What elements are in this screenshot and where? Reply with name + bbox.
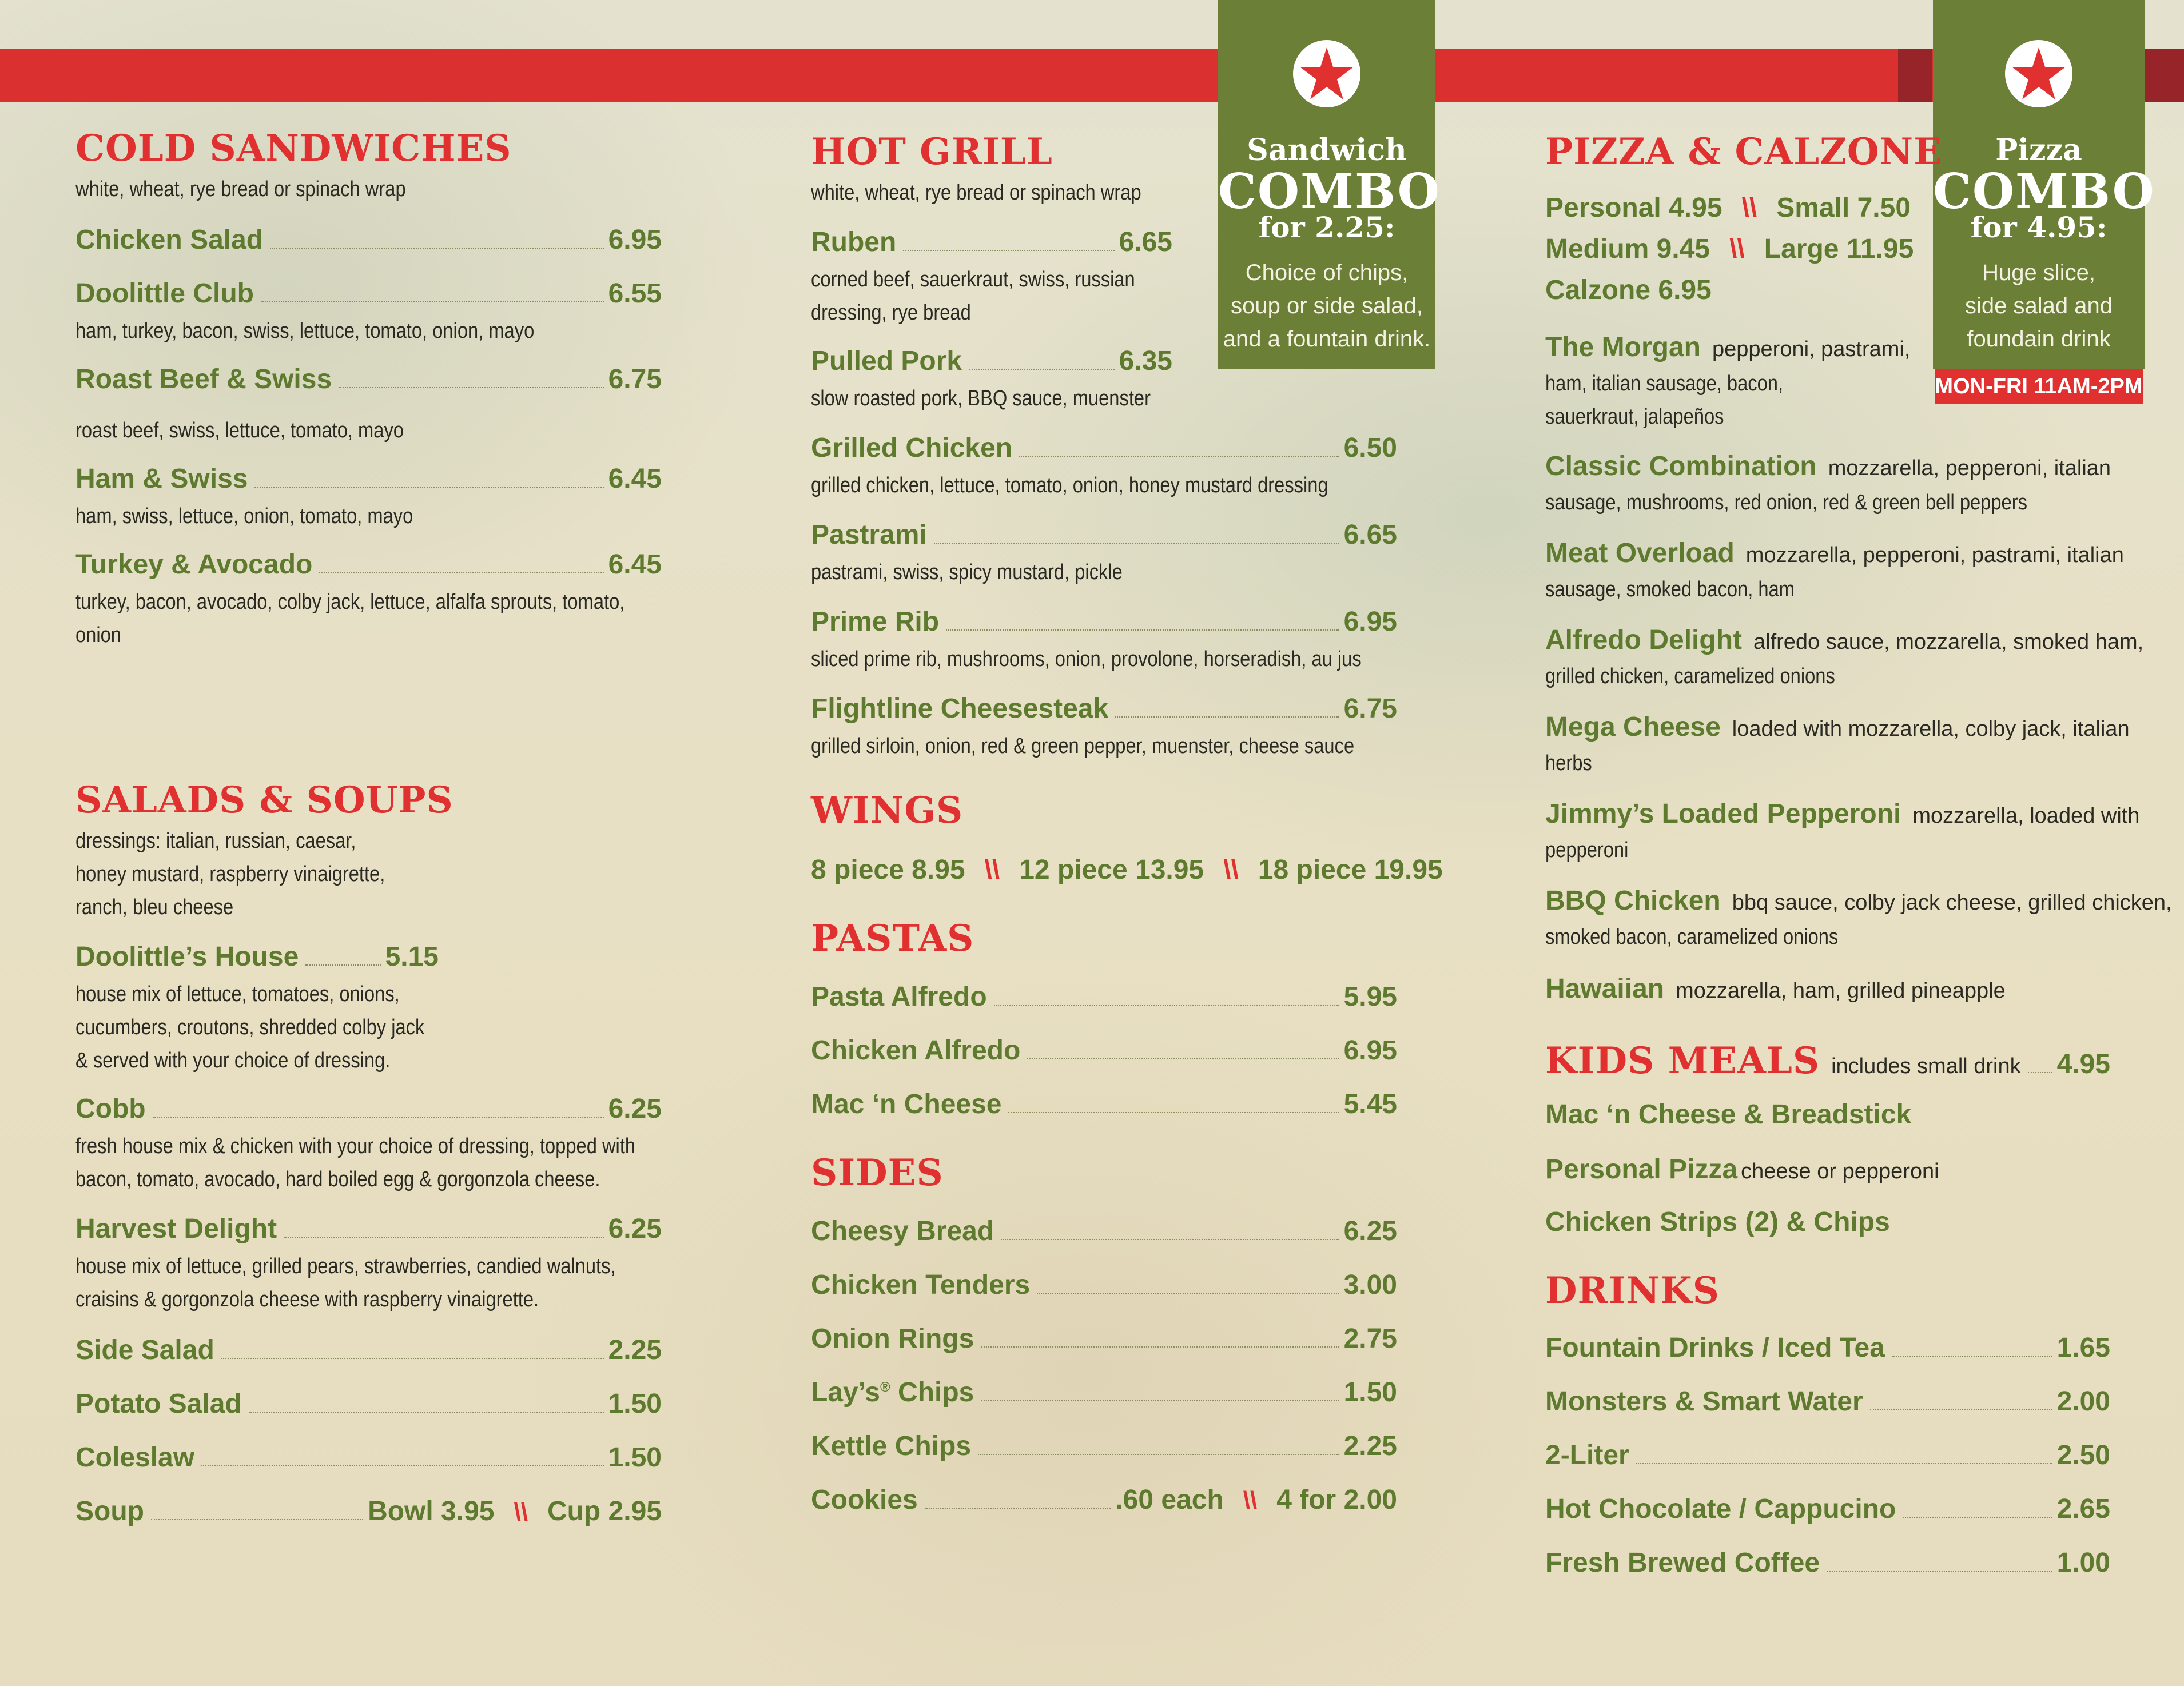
item-name: Potato Salad — [75, 1389, 242, 1419]
menu-item — [1545, 1332, 2110, 1368]
item-price: 1.50 — [1343, 1377, 1397, 1408]
item-desc: bacon, tomato, avocado, hard boiled egg & gorgonzola cheese. — [75, 1167, 600, 1191]
menu-item — [75, 364, 662, 399]
item-name: Flightline Cheesesteak — [811, 693, 1109, 724]
menu-item — [811, 693, 1397, 728]
item-desc: pastrami, swiss, spicy mustard, pickle — [811, 560, 1123, 584]
item-price: 6.95 — [608, 225, 662, 255]
price-separator: \\ — [1223, 855, 1239, 885]
wings-price: 8 piece 8.95 — [811, 855, 965, 885]
item-name: Roast Beef & Swiss — [75, 364, 332, 394]
item-desc: smoked bacon, caramelized onions — [1545, 925, 1839, 949]
menu-item — [811, 519, 1397, 555]
size-price: Large 11.95 — [1764, 234, 1914, 264]
item-name: Cobb — [75, 1094, 146, 1124]
leader-dots — [153, 1117, 604, 1118]
item-name: Jimmy’s Loaded Pepperoni — [1545, 799, 1901, 829]
leader-dots — [1019, 456, 1339, 457]
menu-item — [811, 1269, 1397, 1305]
item-desc: bbq sauce, colby jack cheese, grilled chicken, — [1732, 891, 2172, 915]
item-price: 6.75 — [608, 364, 662, 394]
item-price: 2.50 — [2056, 1440, 2110, 1470]
leader-dots — [221, 1358, 604, 1359]
size-price: Personal 4.95 — [1545, 193, 1722, 223]
item-name: Cookies — [811, 1485, 918, 1515]
menu-item — [75, 224, 662, 260]
item-price: 5.95 — [1343, 982, 1397, 1012]
item-price: 2.25 — [608, 1335, 662, 1365]
star-icon — [1293, 40, 1360, 107]
pizza-item — [1545, 710, 2130, 751]
top-red-band — [0, 49, 2184, 102]
leader-dots — [319, 572, 603, 573]
menu-item — [811, 1377, 1397, 1412]
leader-dots — [981, 1400, 1339, 1401]
section-title-pizza-calzone: PIZZA & CALZONE — [1545, 130, 1942, 173]
wings-price: 12 piece 13.95 — [1019, 855, 1204, 885]
leader-dots — [284, 1237, 603, 1238]
item-name: Ham & Swiss — [75, 464, 248, 494]
item-name: Meat Overload — [1545, 538, 1735, 568]
leader-dots — [151, 1519, 363, 1520]
menu-item — [811, 226, 1172, 262]
section-subtitle: honey mustard, raspberry vinaigrette, — [75, 862, 385, 886]
combo-type: Pizza — [1995, 133, 2082, 168]
menu-item — [811, 1035, 1397, 1070]
leader-dots — [1827, 1571, 2052, 1572]
combo-desc: soup or side salad, — [1231, 293, 1423, 318]
price-separator: \\ — [1741, 193, 1757, 223]
kids-item: Mac ‘n Cheese & Breadstick — [1545, 1099, 1912, 1130]
price-separator: \\ — [514, 1498, 528, 1526]
leader-dots — [1903, 1517, 2052, 1518]
leader-dots — [994, 1005, 1339, 1006]
item-name: The Morgan — [1545, 332, 1701, 362]
item-price: 1.50 — [608, 1442, 662, 1473]
item-desc: ham, swiss, lettuce, onion, tomato, mayo — [75, 504, 413, 528]
leader-dots — [1870, 1409, 2052, 1410]
item-name: 2-Liter — [1545, 1440, 1629, 1470]
item-name: Doolittle Club — [75, 278, 254, 309]
item-desc: & served with your choice of dressing. — [75, 1049, 391, 1073]
kids-item — [1545, 1153, 1939, 1193]
item-name: Chicken Salad — [75, 225, 264, 255]
item-desc: house mix of lettuce, grilled pears, strawberries, candied walnuts, — [75, 1254, 616, 1278]
menu-item — [811, 1484, 1397, 1520]
combo-desc: Choice of chips, — [1245, 260, 1409, 285]
item-desc: ham, turkey, bacon, swiss, lettuce, tomato, onion, mayo — [75, 319, 535, 343]
menu-item — [75, 1093, 662, 1129]
band-accent — [1898, 49, 1932, 102]
menu-item — [811, 1089, 1397, 1124]
item-desc: sausage, mushrooms, red onion, red & green bell peppers — [1545, 491, 2027, 515]
combo-heading: COMBO — [1218, 163, 1441, 220]
item-price: 6.50 — [1343, 433, 1397, 463]
section-title-hot-grill: HOT GRILL — [811, 130, 1053, 173]
leader-dots — [1636, 1463, 2052, 1464]
item-price: 6.75 — [1343, 693, 1397, 724]
hours-badge: MON-FRI 11AM-2PM — [1935, 369, 2143, 404]
item-price: 5.15 — [385, 942, 439, 972]
leader-dots — [1892, 1356, 2052, 1357]
item-desc: roast beef, swiss, lettuce, tomato, mayo — [75, 418, 404, 443]
item-desc: loaded with mozzarella, colby jack, italian — [1732, 717, 2130, 741]
item-name-part: Chips — [890, 1377, 974, 1408]
menu-item — [811, 981, 1397, 1017]
leader-dots — [270, 248, 603, 249]
item-desc: grilled sirloin, onion, red & green pepper, muenster, cheese sauce — [811, 734, 1355, 758]
menu-item — [811, 1323, 1397, 1358]
section-title-pastas: PASTAS — [811, 917, 974, 960]
item-desc: fresh house mix & chicken with your choice of dressing, topped with — [75, 1134, 636, 1158]
item-desc: herbs — [1545, 751, 1592, 775]
menu-item — [75, 463, 662, 499]
price-separator: \\ — [1243, 1486, 1258, 1514]
item-price: 6.95 — [1343, 1035, 1397, 1066]
size-price: Medium 9.45 — [1545, 234, 1710, 264]
pizza-item — [1545, 623, 2143, 664]
item-name: Fountain Drinks / Iced Tea — [1545, 1333, 1885, 1363]
leader-dots — [254, 487, 603, 488]
kids-note: includes small drink — [1831, 1054, 2021, 1078]
item-desc: mozzarella, loaded with — [1912, 804, 2140, 828]
item-desc: mozzarella, ham, grilled pineapple — [1676, 979, 2006, 1003]
section-title-salads-soups: SALADS & SOUPS — [75, 779, 453, 822]
section-title-kids-meals: KIDS MEALS — [1545, 1039, 1820, 1082]
item-name: Ruben — [811, 227, 897, 257]
item-desc: dressing, rye bread — [811, 301, 971, 325]
menu-item — [75, 278, 662, 313]
price-separator: \\ — [1729, 234, 1745, 264]
size-price: Small 7.50 — [1776, 193, 1911, 223]
section-title-cold-sandwiches: COLD SANDWICHES — [75, 127, 512, 170]
item-price: 2.65 — [2056, 1494, 2110, 1524]
menu-item — [75, 1334, 662, 1370]
item-price: 6.55 — [608, 278, 662, 309]
item-price: 6.65 — [1119, 227, 1172, 257]
item-name: Chicken Alfredo — [811, 1035, 1021, 1066]
section-subtitle: white, wheat, rye bread or spinach wrap — [75, 177, 406, 201]
item-desc: turkey, bacon, avocado, colby jack, lettuce, alfalfa sprouts, tomato, — [75, 590, 625, 614]
item-desc: cucumbers, croutons, shredded colby jack — [75, 1015, 425, 1039]
calzone-price: Calzone 6.95 — [1545, 275, 1712, 305]
item-name: Onion Rings — [811, 1324, 974, 1354]
pizza-item — [1545, 972, 2006, 1013]
item-name: Alfredo Delight — [1545, 625, 1742, 655]
item-price: 6.95 — [1343, 607, 1397, 637]
section-subtitle: ranch, bleu cheese — [75, 895, 234, 919]
sandwich-combo-tab — [1218, 0, 1441, 369]
item-name: Coleslaw — [75, 1442, 195, 1473]
item-name: Prime Rib — [811, 607, 940, 637]
kids-meals-header — [1545, 1039, 2110, 1082]
item-desc: slow roasted pork, BBQ sauce, muenster — [811, 386, 1151, 410]
item-desc: grilled chicken, caramelized onions — [1545, 664, 1835, 688]
leader-dots — [981, 1346, 1339, 1348]
item-price: 1.50 — [608, 1389, 662, 1419]
item-desc: mozzarella, pepperoni, italian — [1828, 456, 2111, 480]
section-subtitle: dressings: italian, russian, caesar, — [75, 829, 356, 853]
kids-item: Chicken Strips (2) & Chips — [1545, 1207, 1890, 1237]
item-desc: ham, italian sausage, bacon, — [1545, 372, 1784, 396]
item-desc: mozzarella, pepperoni, pastrami, italian — [1745, 543, 2124, 567]
pizza-item — [1545, 330, 1911, 371]
item-price: 2.00 — [2056, 1386, 2110, 1417]
combo-heading: COMBO — [1933, 163, 2155, 220]
item-name: Pasta Alfredo — [811, 982, 987, 1012]
item-name: Monsters & Smart Water — [1545, 1386, 1863, 1417]
item-desc: house mix of lettuce, tomatoes, onions, — [75, 982, 400, 1006]
leader-dots — [1001, 1239, 1339, 1240]
item-name: Hot Chocolate / Cappucino — [1545, 1494, 1896, 1524]
menu-item — [75, 941, 439, 976]
pizza-item — [1545, 884, 2172, 924]
item-name: Doolittle’s House — [75, 942, 299, 972]
item-desc: onion — [75, 623, 121, 647]
menu-item — [1545, 1386, 2110, 1421]
menu-item — [75, 1213, 662, 1249]
item-name: Fresh Brewed Coffee — [1545, 1548, 1820, 1578]
registered-mark: ® — [880, 1380, 890, 1395]
menu-item — [811, 345, 1172, 381]
item-name: BBQ Chicken — [1545, 886, 1721, 916]
item-name — [811, 1377, 974, 1408]
item-desc: sausage, smoked bacon, ham — [1545, 577, 1795, 601]
item-price: 6.25 — [608, 1214, 662, 1244]
leader-dots — [261, 301, 604, 302]
section-title-sides: SIDES — [811, 1151, 944, 1194]
item-price: 6.35 — [1119, 346, 1172, 376]
combo-desc: foundain drink — [1967, 326, 2111, 352]
leader-dots — [978, 1454, 1339, 1455]
section-subtitle: white, wheat, rye bread or spinach wrap — [811, 181, 1141, 205]
item-name: Harvest Delight — [75, 1214, 277, 1244]
item-desc: craisins & gorgonzola cheese with raspberry vinaigrette. — [75, 1288, 539, 1312]
section-title-wings: WINGS — [811, 789, 964, 832]
leader-dots — [903, 250, 1114, 251]
item-price: 6.45 — [608, 549, 662, 580]
menu-item — [811, 1430, 1397, 1466]
item-price: 2.75 — [1343, 1324, 1397, 1354]
item-price: 6.25 — [1343, 1216, 1397, 1246]
menu-item — [75, 1388, 662, 1424]
menu-item — [75, 1496, 662, 1531]
menu-item — [1545, 1440, 2110, 1475]
leader-dots — [1115, 716, 1339, 718]
item-desc: sliced prime rib, mushrooms, onion, provolone, horseradish, au jus — [811, 647, 1362, 671]
item-price: 1.00 — [2056, 1548, 2110, 1578]
combo-desc: side salad and — [1965, 293, 2113, 318]
item-name: Classic Combination — [1545, 451, 1817, 481]
combo-price: for 4.95: — [1970, 210, 2107, 244]
item-price: 5.45 — [1343, 1089, 1397, 1119]
price-separator: \\ — [984, 855, 1000, 885]
menu-item — [75, 1442, 662, 1477]
menu-item — [811, 1215, 1397, 1251]
item-name: Mac ‘n Cheese — [811, 1089, 1002, 1119]
item-name: Mega Cheese — [1545, 712, 1721, 742]
wings-prices — [811, 854, 1443, 886]
leader-dots — [925, 1508, 1111, 1509]
leader-dots — [1037, 1293, 1339, 1294]
item-price: 3.00 — [1343, 1270, 1397, 1300]
leader-dots — [934, 543, 1339, 544]
item-desc: pepperoni, pastrami, — [1712, 337, 1911, 361]
item-price: .60 each — [1115, 1485, 1224, 1515]
star-icon — [2005, 40, 2072, 107]
pizza-item — [1545, 797, 2139, 838]
leader-dots — [969, 369, 1115, 370]
item-name: Pastrami — [811, 520, 927, 550]
pizza-combo-tab — [1933, 0, 2155, 369]
item-desc: pepperoni — [1545, 838, 1629, 862]
menu-item — [1545, 1547, 2110, 1583]
leader-dots — [201, 1465, 604, 1466]
item-name: Pulled Pork — [811, 346, 962, 376]
leader-dots — [946, 629, 1339, 631]
leader-dots — [339, 387, 603, 388]
combo-desc: Huge slice, — [1982, 260, 2095, 285]
item-name: Grilled Chicken — [811, 433, 1013, 463]
item-price: 1.65 — [2056, 1333, 2110, 1363]
item-price: 2.25 — [1343, 1431, 1397, 1461]
item-price: 6.45 — [608, 464, 662, 494]
item-price: Cup 2.95 — [547, 1496, 662, 1526]
item-name: Soup — [75, 1496, 144, 1526]
leader-dots — [1008, 1112, 1339, 1113]
item-name: Personal Pizza — [1545, 1154, 1738, 1185]
item-name: Turkey & Avocado — [75, 549, 313, 580]
menu-item — [811, 432, 1397, 468]
item-desc: corned beef, sauerkraut, swiss, russian — [811, 268, 1135, 292]
leader-dots — [305, 964, 380, 966]
leader-dots — [2028, 1072, 2052, 1073]
item-price: Bowl 3.95 — [368, 1496, 495, 1526]
pizza-sizes — [1545, 192, 1911, 224]
item-desc: cheese or pepperoni — [1741, 1159, 1939, 1183]
wings-price: 18 piece 19.95 — [1258, 855, 1443, 885]
item-name: Cheesy Bread — [811, 1216, 994, 1246]
item-price: 6.25 — [608, 1094, 662, 1124]
item-name: Side Salad — [75, 1335, 214, 1365]
item-name: Hawaiian — [1545, 974, 1665, 1004]
combo-desc: and a fountain drink. — [1223, 326, 1431, 352]
leader-dots — [249, 1412, 604, 1413]
item-price: 4 for 2.00 — [1276, 1485, 1397, 1515]
pizza-sizes — [1545, 233, 1914, 265]
section-title-drinks: DRINKS — [1545, 1269, 1720, 1312]
item-price: 6.65 — [1343, 520, 1397, 550]
menu-item — [811, 606, 1397, 641]
item-name: Chicken Tenders — [811, 1270, 1031, 1300]
combo-type: Sandwich — [1247, 133, 1407, 168]
item-desc: grilled chicken, lettuce, tomato, onion, honey mustard dressing — [811, 473, 1328, 497]
item-desc: sauerkraut, jalapeños — [1545, 405, 1724, 429]
item-price: 4.95 — [2056, 1049, 2110, 1079]
pizza-item — [1545, 536, 2124, 577]
menu-item — [75, 549, 662, 584]
combo-price: for 2.25: — [1258, 210, 1395, 244]
leader-dots — [1027, 1058, 1339, 1059]
item-desc: alfredo sauce, mozzarella, smoked ham, — [1753, 630, 2144, 654]
item-name: Kettle Chips — [811, 1431, 972, 1461]
item-name-part: Lay’s — [811, 1377, 880, 1408]
pizza-item — [1545, 449, 2111, 490]
menu-item — [1545, 1493, 2110, 1529]
